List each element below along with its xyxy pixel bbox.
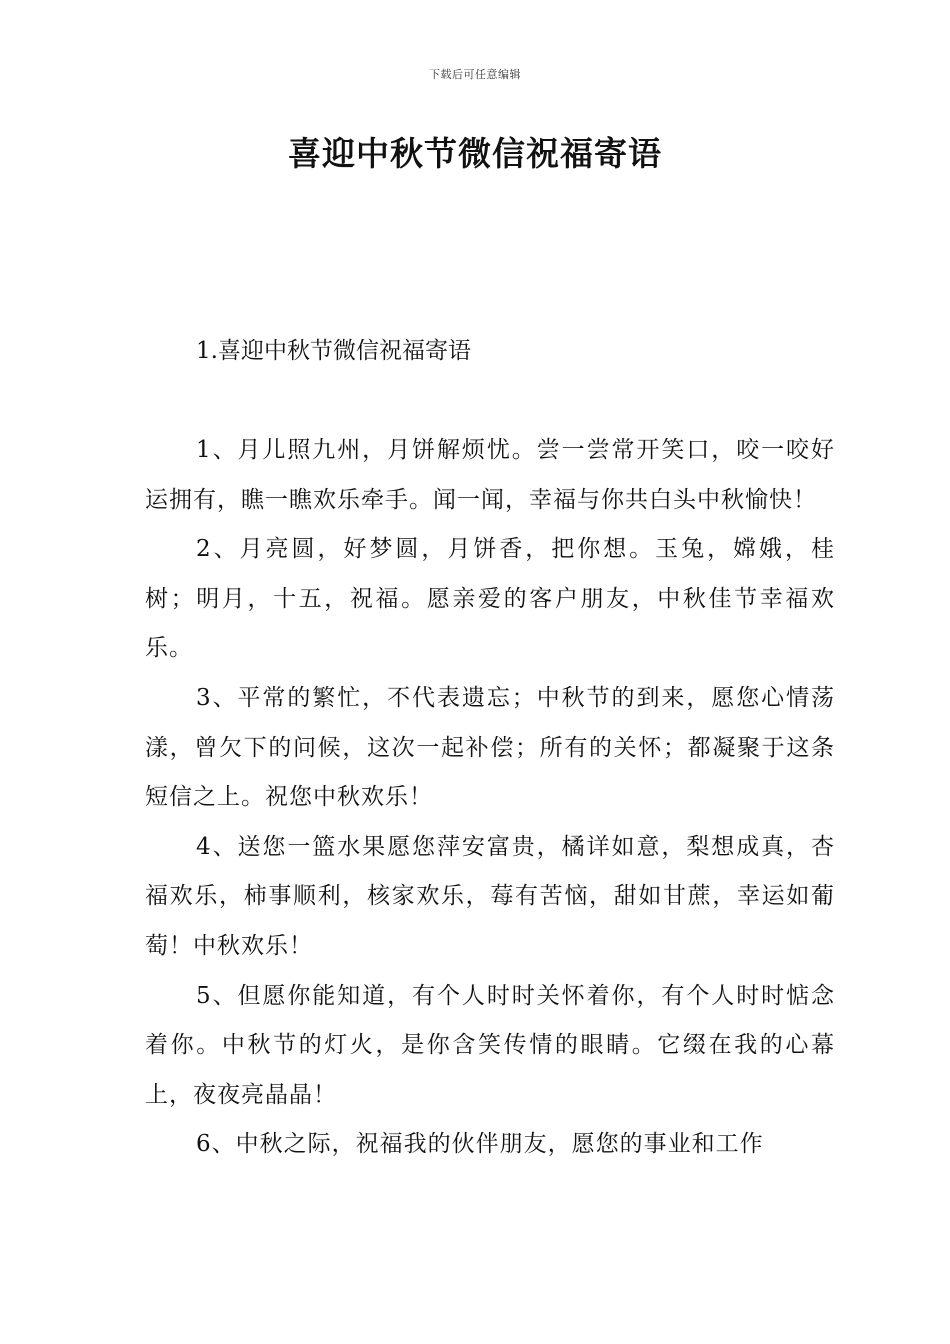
- paragraph-5: 5、但愿你能知道，有个人时时关怀着你，有个人时时惦念着你。中秋节的灯火，是你含笑传情的眼睛。它缀在我的心幕上，夜夜亮晶晶！: [145, 982, 835, 1108]
- section-heading: 1.喜迎中秋节微信祝福寄语: [196, 338, 471, 364]
- paragraph-2: 2、月亮圆，好梦圆，月饼香，把你想。玉兔，嫦娥，桂树；明月，十五，祝福。愿亲爱的客户朋友，中秋佳节幸福欢乐。: [145, 536, 835, 662]
- paragraph-1: 1、月儿照九州，月饼解烦忧。尝一尝常开笑口，咬一咬好运拥有，瞧一瞧欢乐牵手。闻一闻，幸福与你共白头中秋愉快！: [145, 437, 835, 513]
- document-title: 喜迎中秋节微信祝福寄语: [288, 134, 662, 173]
- body-text: [145, 426, 835, 1170]
- header-note: 下载后可任意编辑: [429, 68, 521, 81]
- paragraph-3: 3、平常的繁忙，不代表遗忘；中秋节的到来，愿您心情荡漾，曾欠下的问候，这次一起补偿；所有的关怀；都凝聚于这条短信之上。祝您中秋欢乐！: [145, 684, 835, 811]
- paragraph-6: 6、中秋之际，祝福我的伙伴朋友，愿您的事业和工作: [196, 1131, 764, 1158]
- paragraph-4: 4、送您一篮水果愿您萍安富贵，橘详如意，梨想成真，杏福欢乐，柿事顺利，核家欢乐，莓有苦恼，甜如甘蔗，幸运如葡萄！中秋欢乐！: [145, 833, 835, 959]
